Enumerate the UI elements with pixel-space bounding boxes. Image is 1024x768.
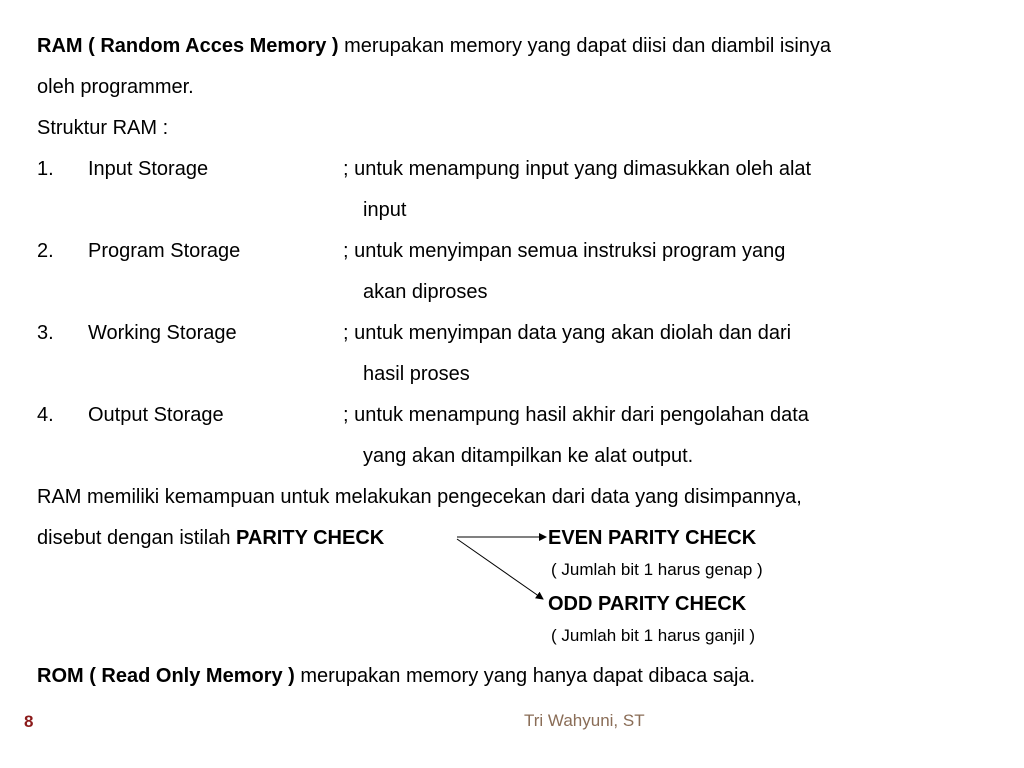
odd-parity-label: ODD PARITY CHECK [548, 593, 747, 615]
even-parity-note: ( Jumlah bit 1 harus genap ) [551, 560, 763, 579]
even-parity-label: EVEN PARITY CHECK [548, 527, 757, 549]
odd-parity-note: ( Jumlah bit 1 harus ganjil ) [551, 626, 756, 645]
storage-item-name: Program Storage [88, 240, 241, 262]
storage-item-desc-cont: hasil proses [363, 363, 470, 385]
storage-item-name: Output Storage [88, 404, 224, 426]
storage-item-number: 1. [37, 158, 54, 180]
parity-term: PARITY CHECK [236, 527, 385, 549]
storage-item-desc: ; untuk menampung hasil akhir dari pengolahan data [343, 404, 809, 426]
storage-item-number: 4. [37, 404, 54, 426]
parity-intro-line: RAM memiliki kemampuan untuk melakukan pengecekan dari data yang disimpannya, [37, 486, 802, 508]
storage-item-number: 3. [37, 322, 54, 344]
storage-item-desc-cont: akan diproses [363, 281, 488, 303]
ram-desc: merupakan memory yang dapat diisi dan diambil isinya [338, 35, 832, 57]
storage-item-desc: ; untuk menampung input yang dimasukkan oleh alat [343, 158, 812, 180]
storage-item-number: 2. [37, 240, 54, 262]
storage-item-name: Working Storage [88, 322, 237, 344]
arrow-to-odd [457, 539, 543, 599]
structure-title: Struktur RAM : [37, 117, 169, 139]
storage-item-desc-cont: input [363, 199, 407, 221]
parity-prefix: disebut dengan istilah [37, 527, 237, 549]
rom-desc: merupakan memory yang hanya dapat dibaca saja. [294, 665, 756, 687]
rom-intro-line [37, 664, 755, 688]
page-number: 8 [24, 712, 34, 731]
ram-term: RAM ( Random Acces Memory ) [37, 35, 339, 57]
storage-item-desc: ; untuk menyimpan semua instruksi program yang [343, 240, 786, 262]
author-footer: Tri Wahyuni, ST [524, 711, 645, 730]
storage-item-name: Input Storage [88, 158, 209, 180]
ram-desc-cont: oleh programmer. [37, 76, 194, 98]
storage-item-desc-cont: yang akan ditampilkan ke alat output. [363, 445, 694, 467]
rom-term: ROM ( Read Only Memory ) [37, 665, 295, 687]
storage-item-desc: ; untuk menyimpan data yang akan diolah dan dari [343, 322, 792, 344]
